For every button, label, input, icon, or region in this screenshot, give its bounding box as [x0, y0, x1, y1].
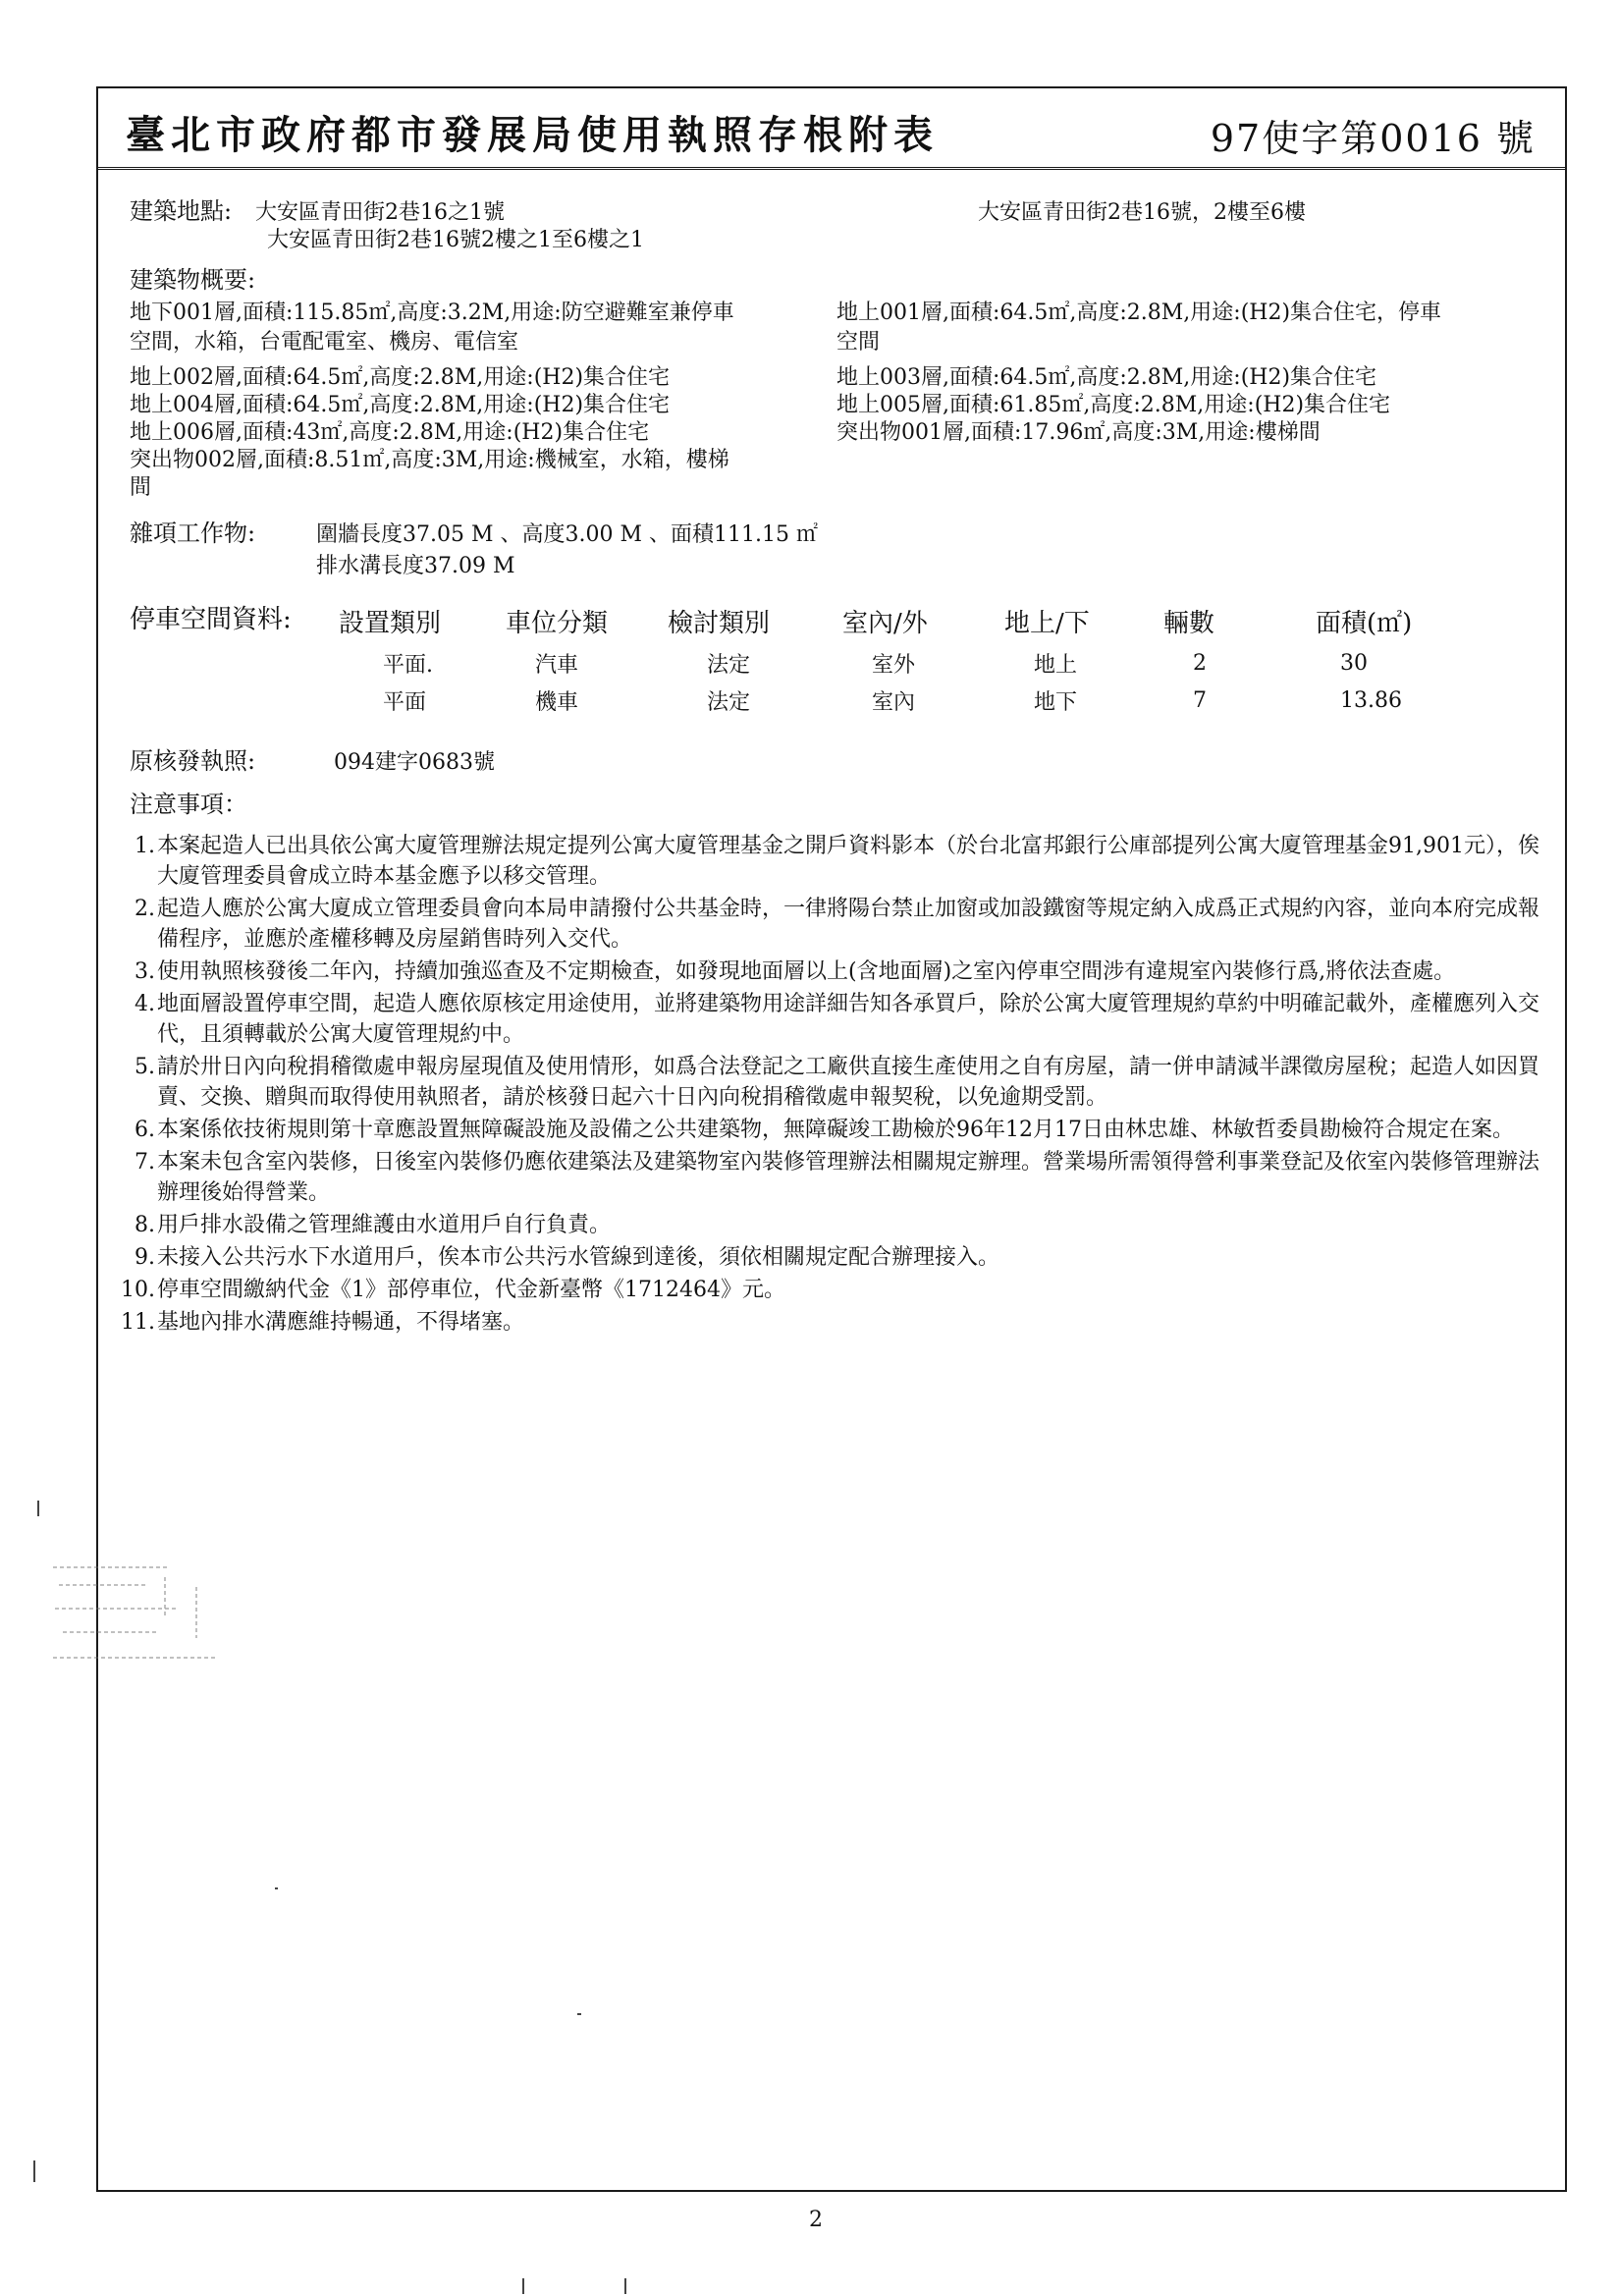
parking-header-cell: 室內/外 [842, 608, 928, 638]
list-item [135, 894, 1551, 955]
original-permit-label: 原核發執照: [130, 747, 256, 775]
overview-right-line: 地上005層,面積:61.85㎡,高度:2.8M,用途:(H2)集合住宅 [836, 393, 1391, 417]
note-text: 本案起造人已出具依公寓大廈管理辦法規定提列公寓大廈管理基金之開戶資料影本（於台北富邦銀行公庫部提列公寓大廈管理基金91,901元），俟大廈管理委員會成立時本基金應予以移交管理。 [157, 834, 1539, 889]
scan-mark [33, 2160, 35, 2182]
note-text: 地面層設置停車空間，起造人應依原核定用途使用，並將建築物用途詳細告知各承買戶，除於公寓大廈管理規約草約中明確記載外，產權應列入交代，且須轉載於公寓大廈管理規約中。 [157, 992, 1540, 1047]
table-cell: 機車 [535, 689, 579, 715]
parking-table [339, 597, 1463, 719]
list-item [135, 989, 1551, 1050]
note-text: 停車空間繳納代金《1》部停車位，代金新臺幣《1712464》元。 [157, 1278, 785, 1302]
misc-works-label: 雜項工作物: [130, 519, 256, 547]
scan-mark [37, 1501, 39, 1516]
table-cell: 平面. [383, 652, 433, 678]
overview-right-line: 地上001層,面積:64.5㎡,高度:2.8M,用途:(H2)集合住宅，停車 [836, 301, 1442, 325]
note-number: 1. [135, 834, 155, 858]
parking-header-cell: 輛數 [1163, 608, 1215, 638]
note-number: 7. [135, 1150, 155, 1175]
table-cell: 2 [1193, 650, 1207, 676]
parking-label: 停車空間資料: [130, 605, 292, 634]
scan-mark [577, 2013, 581, 2015]
note-text: 未接入公共污水下水道用戶，俟本市公共污水管線到達後，須依相關規定配合辦理接入。 [157, 1245, 1000, 1270]
overview-right-line: 空間 [836, 330, 881, 355]
list-item [135, 1115, 1551, 1145]
misc-works-line-1: 圍牆長度37.05 M 、高度3.00 M 、面積111.15 ㎡ [316, 522, 818, 547]
table-cell: 法定 [707, 689, 751, 715]
list-item [135, 831, 1551, 892]
note-text: 起造人應於公寓大廈成立管理委員會向本局申請撥付公共基金時，一律將陽台禁止加窗或加設鐵窗等規定納入成爲正式規約內容，並向本府完成報備程序，並應於產權移轉及房屋銷售時列入交代。 [157, 897, 1540, 952]
table-cell: 室內 [872, 689, 916, 715]
site-address-2: 大安區青田街2巷16號2樓之1至6樓之1 [267, 228, 644, 252]
list-item [135, 1147, 1551, 1208]
note-number: 6. [135, 1118, 155, 1142]
overview-left-line: 地上004層,面積:64.5㎡,高度:2.8M,用途:(H2)集合住宅 [130, 393, 671, 417]
note-number: 11. [121, 1310, 155, 1335]
note-number: 10. [121, 1278, 155, 1302]
list-item [135, 1242, 1551, 1273]
notes-list [121, 831, 1551, 1339]
note-number: 3. [135, 959, 155, 984]
note-text: 本案未包含室內裝修，日後室內裝修仍應依建築法及建築物室內裝修管理辦法相關規定辦理。營業場所需領得營利事業登記及依室內裝修管理辦法辦理後始得營業。 [157, 1150, 1540, 1205]
table-cell: 汽車 [535, 652, 579, 678]
table-row [339, 682, 1463, 719]
note-number: 8. [135, 1213, 155, 1237]
permit-number: 97使字第0016 號 [1210, 117, 1536, 160]
table-cell: 30 [1340, 650, 1368, 676]
table-cell: 法定 [707, 652, 751, 678]
scan-mark [275, 1887, 278, 1889]
overview-left-line: 地下001層,面積:115.85㎡,高度:3.2M,用途:防空避難室兼停車 [130, 301, 734, 325]
note-text: 本案係依技術規則第十章應設置無障礙設施及設備之公共建築物，無障礙竣工勘檢於96年12月17日由林忠雄、林敏哲委員勘檢符合規定在案。 [157, 1118, 1514, 1142]
list-item [135, 1210, 1551, 1240]
parking-header-cell: 車位分類 [506, 608, 609, 638]
site-address-3: 大安區青田街2巷16號，2樓至6樓 [978, 200, 1306, 225]
table-cell: 7 [1193, 687, 1207, 713]
note-number: 2. [135, 897, 155, 921]
original-permit-value: 094建字0683號 [334, 750, 495, 775]
faded-stamp [49, 1559, 222, 1667]
parking-header-cell: 檢討類別 [668, 608, 771, 638]
overview-left-line: 空間，水箱，台電配電室、機房、電信室 [130, 330, 519, 355]
overview-left-line: 突出物002層,面積:8.51㎡,高度:3M,用途:機械室，水箱，樓梯 [130, 448, 729, 472]
overview-left-line: 間 [130, 475, 152, 500]
parking-header-cell: 地上/下 [1004, 608, 1090, 638]
note-text: 用戶排水設備之管理維護由水道用戶自行負責。 [157, 1213, 612, 1237]
site-address-1: 大安區青田街2巷16之1號 [255, 200, 505, 225]
note-text: 請於卅日內向稅捐稽徵處申報房屋現值及使用情形，如爲合法登記之工廠供直接生產使用之自有房屋，請一併申請減半課徵房屋稅；起造人如因買賣、交換、贈與而取得使用執照者，請於核發日起六十日內向稅捐稽徵處申報契稅，以免逾期受罰。 [157, 1055, 1540, 1110]
table-cell: 地下 [1034, 689, 1078, 715]
overview-left-line: 地上006層,面積:43㎡,高度:2.8M,用途:(H2)集合住宅 [130, 420, 650, 445]
misc-works-line-2: 排水溝長度37.09 M [316, 554, 515, 578]
overview-label: 建築物概要: [130, 266, 256, 294]
table-cell: 13.86 [1340, 687, 1402, 713]
overview-right-line: 地上003層,面積:64.5㎡,高度:2.8M,用途:(H2)集合住宅 [836, 365, 1377, 390]
list-item [135, 1052, 1551, 1113]
page-number: 2 [809, 2208, 823, 2232]
note-text: 使用執照核發後二年內，持續加強巡查及不定期檢查，如發現地面層以上(含地面層)之室內停車空間涉有違規室內裝修行爲,將依法查處。 [157, 959, 1456, 984]
list-item [121, 1307, 1551, 1338]
notes-label: 注意事項： [130, 791, 247, 818]
overview-right-line: 突出物001層,面積:17.96㎡,高度:3M,用途:樓梯間 [836, 420, 1321, 445]
note-text: 基地內排水溝應維持暢通，不得堵塞。 [157, 1310, 525, 1335]
document-title: 臺北市政府都市發展局使用執照存根附表 [126, 112, 939, 158]
scan-mark [522, 2278, 524, 2294]
note-number: 9. [135, 1245, 155, 1270]
header-rule [96, 167, 1565, 170]
scan-mark [624, 2278, 626, 2294]
table-row [339, 644, 1463, 682]
list-item [121, 1275, 1551, 1305]
parking-header-cell: 設置類別 [339, 608, 442, 638]
parking-header-cell: 面積(㎡) [1316, 608, 1413, 638]
list-item [135, 957, 1551, 987]
parking-header-row [339, 597, 1463, 644]
table-cell: 平面 [383, 689, 427, 715]
note-number: 5. [135, 1055, 155, 1079]
overview-left-line: 地上002層,面積:64.5㎡,高度:2.8M,用途:(H2)集合住宅 [130, 365, 671, 390]
site-label: 建築地點: [130, 197, 233, 225]
table-cell: 地上 [1034, 652, 1078, 678]
table-cell: 室外 [872, 652, 916, 678]
note-number: 4. [135, 992, 155, 1016]
